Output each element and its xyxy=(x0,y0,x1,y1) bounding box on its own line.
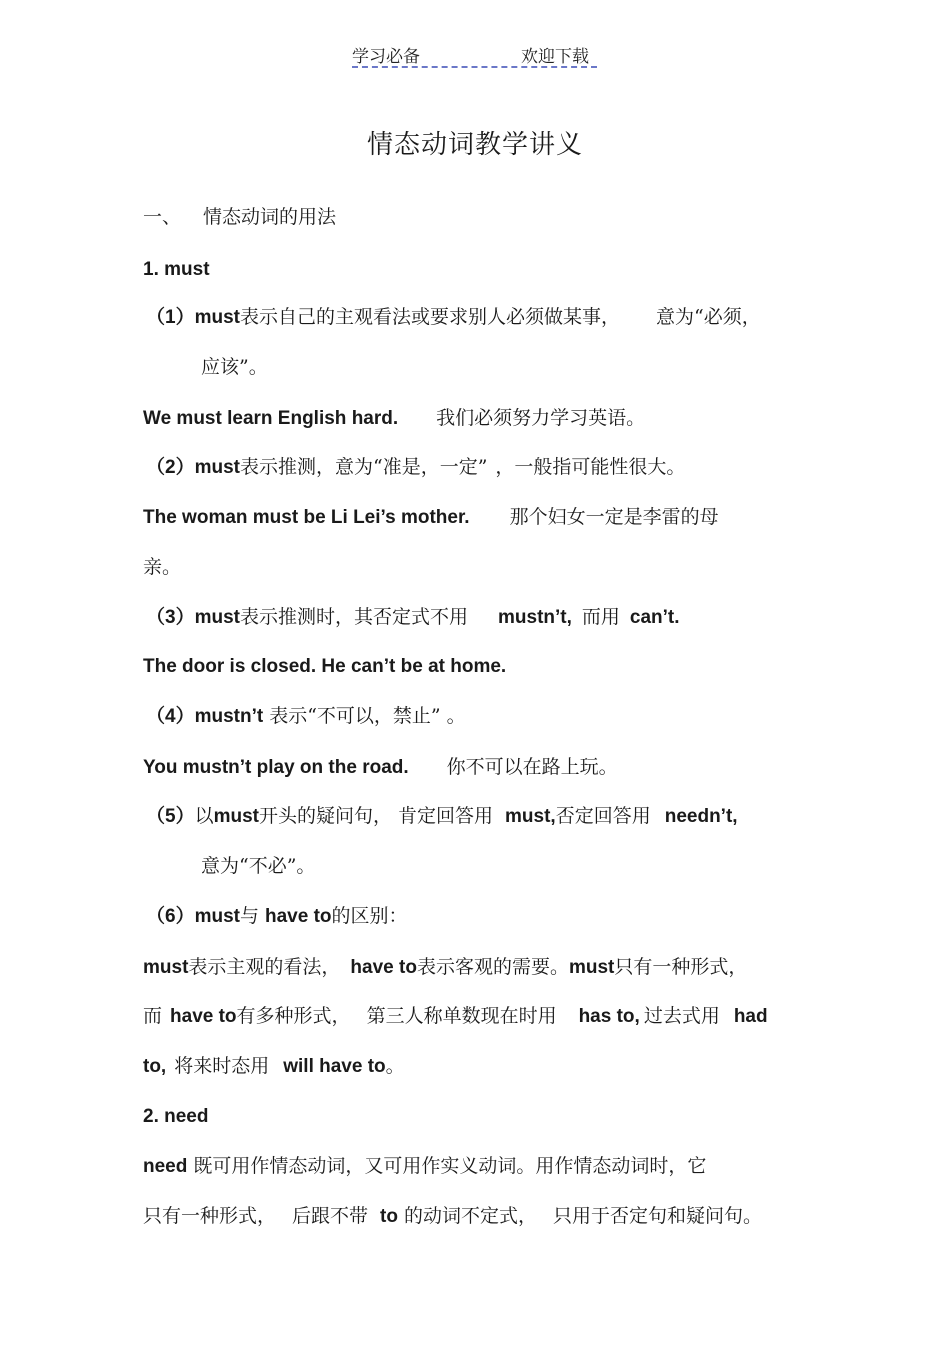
point-text: 过去式用 xyxy=(643,1005,720,1027)
need-line-2 xyxy=(143,1202,762,1231)
keyword: mustn’t, xyxy=(498,607,572,628)
point-number: （6） xyxy=(146,906,195,927)
point-text: 的区别： xyxy=(331,905,408,927)
subheading-need: 2. need xyxy=(143,1106,209,1127)
keyword: must xyxy=(194,906,240,927)
point-number: （1） xyxy=(146,307,195,328)
must-point-5 xyxy=(146,802,738,831)
must-point-4 xyxy=(146,702,466,731)
keyword: to, xyxy=(143,1056,167,1077)
keyword: must, xyxy=(505,806,556,827)
need-line-1 xyxy=(143,1152,706,1181)
comparison-line-1 xyxy=(143,953,747,982)
keyword: must xyxy=(194,457,240,478)
point-text: 。 xyxy=(446,705,466,727)
point-text: 表示“不可以，禁止” xyxy=(269,705,441,727)
keyword: mustn’t xyxy=(194,706,264,727)
example-2-cont: 亲。 xyxy=(143,556,182,578)
keyword: can’t. xyxy=(629,607,680,628)
point-text: 表示客观的需要。 xyxy=(416,956,569,978)
example-3: The door is closed. He can’t be at home. xyxy=(143,656,507,677)
keyword: has to, xyxy=(578,1006,640,1027)
example-chinese: 那个妇女一定是李雷的母 xyxy=(509,506,719,528)
document-title: 情态动词教学讲义 xyxy=(366,130,583,160)
example-english: You mustn’t play on the road. xyxy=(143,757,409,778)
point-text: 以 xyxy=(194,805,214,827)
keyword: have to xyxy=(265,906,332,927)
section-heading-1 xyxy=(143,203,336,231)
point-text: 只有一种形式， xyxy=(614,956,748,978)
section-number: 一、 xyxy=(143,206,182,228)
keyword: must xyxy=(568,957,615,978)
example-english: The woman must be Li Lei’s mother. xyxy=(143,507,470,528)
must-point-3 xyxy=(146,603,680,632)
point-text: 与 xyxy=(239,905,259,927)
point-text: 既可用作情态动词，又可用作实义动词。用作情态动词时，它 xyxy=(193,1155,707,1177)
point-text: 肯定回答用 xyxy=(398,805,494,827)
keyword: must xyxy=(143,957,189,978)
example-chinese: 你不可以在路上玩。 xyxy=(446,756,618,778)
point-text: 有多种形式， xyxy=(236,1005,351,1027)
must-point-5-cont: 意为“不必”。 xyxy=(201,855,316,877)
comparison-line-2 xyxy=(143,1002,768,1031)
point-text: 后跟不带 xyxy=(292,1205,369,1227)
point-text: 第三人称单数现在时用 xyxy=(366,1005,557,1027)
keyword: must xyxy=(194,607,240,628)
point-text: 而 xyxy=(143,1005,163,1027)
example-chinese: 我们必须努力学习英语。 xyxy=(436,407,646,429)
must-point-1-cont: 应该”。 xyxy=(201,356,268,378)
point-text: 表示主观的看法， xyxy=(188,956,341,978)
keyword: will have to xyxy=(283,1056,386,1077)
must-point-2 xyxy=(146,453,685,482)
keyword: have to xyxy=(350,957,417,978)
point-text: 。 xyxy=(385,1055,405,1077)
example-1 xyxy=(143,404,645,433)
point-number: （5） xyxy=(146,806,195,827)
header-right-text: 欢迎下载 xyxy=(521,47,589,67)
point-text: 只用于否定句和疑问句。 xyxy=(552,1205,762,1227)
keyword: had xyxy=(733,1006,768,1027)
keyword: have to xyxy=(170,1006,237,1027)
point-number: （2） xyxy=(146,457,195,478)
point-text: 表示推测时，其否定式不用 xyxy=(239,606,468,628)
page-header xyxy=(352,40,597,68)
point-number: （4） xyxy=(146,706,195,727)
point-text: 意为“必须， xyxy=(656,306,761,328)
point-text: 的动词不定式， xyxy=(403,1205,537,1227)
point-text: 开头的疑问句， xyxy=(259,805,393,827)
point-text: 将来时态用 xyxy=(174,1055,270,1077)
example-4 xyxy=(143,753,618,782)
comparison-line-3 xyxy=(143,1052,405,1081)
point-text: ，一般指可能性很大。 xyxy=(495,456,686,478)
point-text: 否定回答用 xyxy=(555,805,651,827)
keyword: must xyxy=(213,806,259,827)
example-english: We must learn English hard. xyxy=(143,408,399,429)
point-text: 表示自己的主观看法或要求别人必须做某事， xyxy=(239,306,620,328)
must-point-6 xyxy=(146,902,408,931)
point-number: （3） xyxy=(146,607,195,628)
subheading-must: 1. must xyxy=(143,259,210,280)
point-text: 只有一种形式， xyxy=(143,1205,277,1227)
point-text: 而用 xyxy=(581,606,620,628)
point-text: 表示推测，意为“准是，一定” xyxy=(239,456,488,478)
keyword: need xyxy=(143,1156,188,1177)
section-label: 情态动词的用法 xyxy=(203,206,337,228)
keyword: needn’t, xyxy=(664,806,738,827)
must-point-1 xyxy=(146,303,761,332)
example-2 xyxy=(143,503,719,532)
header-left-text: 学习必备 xyxy=(352,47,420,67)
keyword: to xyxy=(380,1206,398,1227)
keyword: must xyxy=(194,307,240,328)
